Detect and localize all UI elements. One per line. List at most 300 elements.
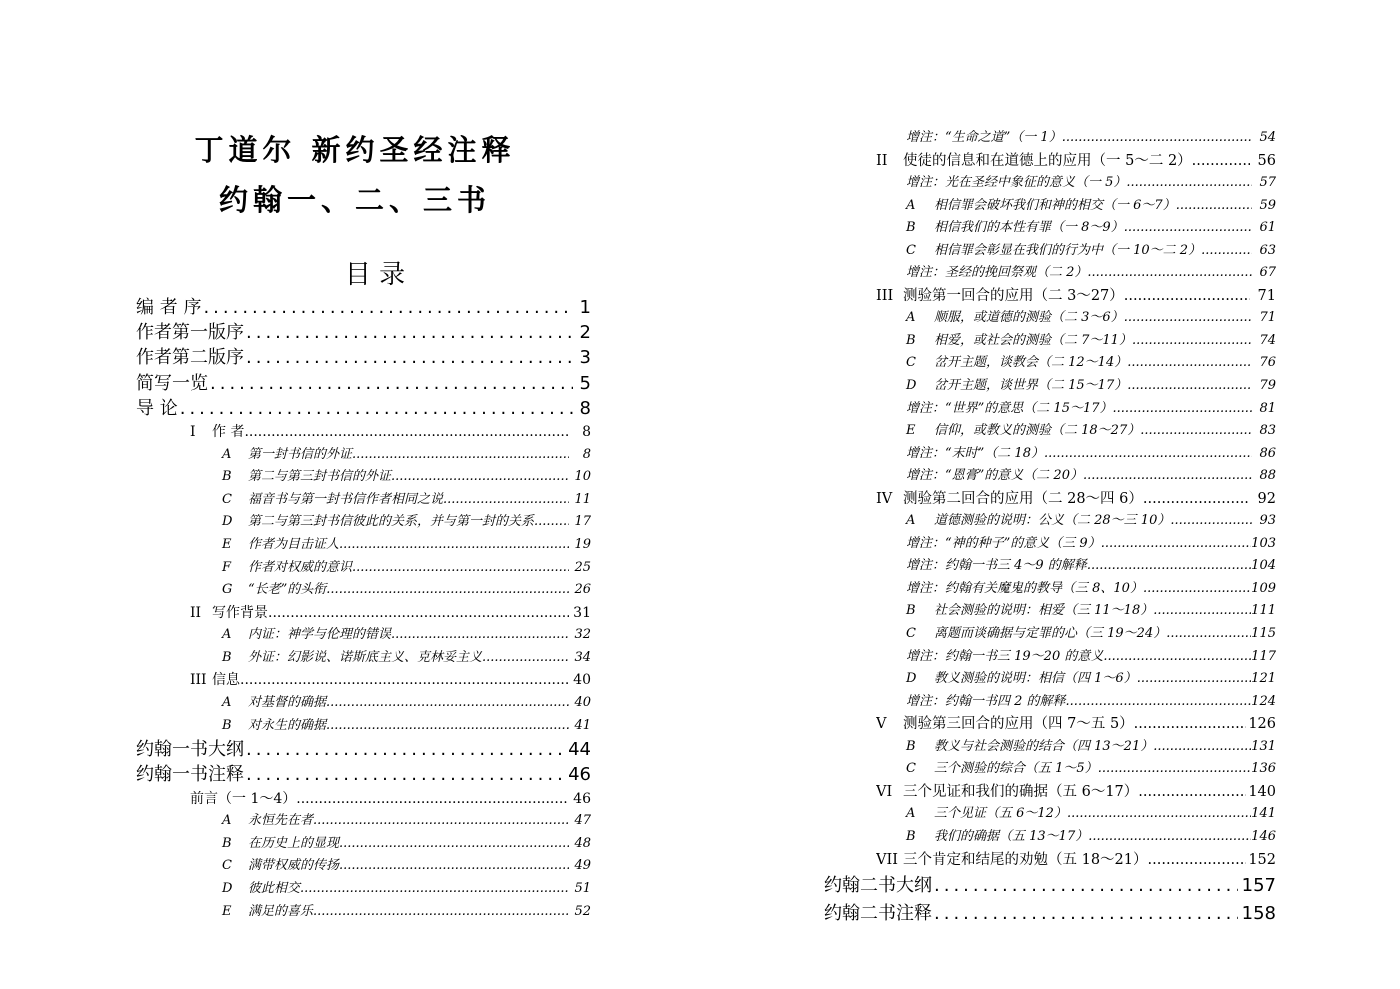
toc-page-number: 25 xyxy=(574,559,591,575)
toc-dot-leader xyxy=(246,320,573,345)
toc-entry-label-wrap xyxy=(906,398,1113,421)
toc-entry-title: 测验第三回合的应用（四 7～五 5） xyxy=(903,716,1134,733)
toc-page-number: 63 xyxy=(1259,242,1276,258)
toc-entry-label-wrap xyxy=(906,307,1124,330)
toc-entry[interactable] xyxy=(136,489,591,512)
toc-entry-label-wrap xyxy=(906,555,1087,578)
toc-entry-label-wrap xyxy=(906,195,1176,218)
toc-page-number: 71 xyxy=(1259,310,1276,326)
toc-entry-marker: II xyxy=(876,152,888,169)
book-title: 约翰一、二、三书 xyxy=(218,183,491,217)
toc-entry[interactable] xyxy=(136,579,591,602)
toc-entry[interactable] xyxy=(876,217,1276,240)
toc-entry-label-wrap xyxy=(222,647,482,670)
toc-dot-leader xyxy=(1166,623,1251,646)
toc-entry-marker: III xyxy=(876,287,894,304)
toc-entry-title: 信息 xyxy=(212,672,240,689)
toc-page-number: 152 xyxy=(1248,851,1276,868)
toc-page-number: 117 xyxy=(1251,648,1276,664)
toc-entry[interactable] xyxy=(136,737,591,762)
toc-entry-label-wrap xyxy=(136,345,244,370)
toc-dot-leader xyxy=(1137,668,1251,691)
toc-page-number: 47 xyxy=(574,813,591,829)
toc-entry-title: 增注：约翰有关魔鬼的教导（三 8、10） xyxy=(906,580,1143,596)
toc-dot-leader xyxy=(1101,533,1251,556)
toc-entry-label-wrap xyxy=(906,465,1083,488)
toc-entry[interactable] xyxy=(876,758,1276,781)
toc-entry-title: 相信我们的本性有罪（一 8～9） xyxy=(934,220,1124,236)
toc-entry[interactable] xyxy=(876,398,1276,421)
toc-entry-label-wrap xyxy=(190,669,240,692)
toc-entry[interactable] xyxy=(136,511,591,534)
toc-entry[interactable] xyxy=(876,443,1276,466)
toc-entry-title: 增注：光在圣经中象征的意义（一 5） xyxy=(906,175,1127,191)
toc-dot-leader xyxy=(296,788,569,811)
toc-entry[interactable] xyxy=(136,810,591,833)
toc-dot-leader xyxy=(1067,803,1251,826)
toc-entry-marker: B xyxy=(222,717,232,733)
toc-dot-leader xyxy=(1170,510,1252,533)
toc-dot-leader xyxy=(1124,217,1252,240)
toc-page-number: 146 xyxy=(1251,828,1276,844)
toc-entry-marker: A xyxy=(222,695,232,711)
toc-dot-leader xyxy=(1143,578,1251,601)
toc-entry-title: 道德测验的说明：公义（二 28～三 10） xyxy=(934,513,1171,529)
toc-page-number: 121 xyxy=(1251,671,1276,687)
toc-page-number: 76 xyxy=(1259,355,1276,371)
toc-page-number: 141 xyxy=(1251,806,1276,822)
toc-entry-label-wrap xyxy=(136,320,244,345)
toc-entry[interactable] xyxy=(876,691,1276,714)
toc-dot-leader xyxy=(1127,352,1252,375)
left-toc-list xyxy=(136,295,591,923)
toc-entry[interactable] xyxy=(876,623,1276,646)
toc-page-number: 81 xyxy=(1259,400,1276,416)
toc-entry-marker: I xyxy=(190,423,196,440)
toc-entry-label-wrap xyxy=(222,878,300,901)
toc-page-number: 111 xyxy=(1251,603,1276,619)
toc-entry-marker: B xyxy=(906,603,916,619)
toc-entry[interactable] xyxy=(136,466,591,489)
toc-entry-label-wrap xyxy=(136,762,244,787)
toc-entry[interactable] xyxy=(876,849,1276,872)
toc-entry-title: 相爱，或社会的测验（二 7～11） xyxy=(934,332,1132,348)
toc-entry[interactable] xyxy=(876,533,1276,556)
toc-entry-title: 增注：圣经的挽回祭观（二 2） xyxy=(906,265,1088,281)
toc-page-number: 49 xyxy=(574,858,591,874)
toc-entry-title: 增注：“恩膏”的意义（二 20） xyxy=(906,468,1083,484)
toc-entry-label-wrap xyxy=(136,396,178,421)
toc-entry-title: 三个见证（五 6～12） xyxy=(934,806,1067,822)
toc-entry-label-wrap xyxy=(906,533,1101,556)
toc-entry-title: 彼此相交 xyxy=(248,881,301,896)
toc-entry[interactable] xyxy=(876,668,1276,691)
toc-entry-label-wrap xyxy=(222,489,443,512)
toc-entry-marker: IV xyxy=(876,490,893,507)
toc-entry-label-wrap xyxy=(876,713,1134,736)
toc-entry-label-wrap xyxy=(222,624,391,647)
toc-entry-title: 增注：约翰一书三 4～9 的解释 xyxy=(906,558,1087,574)
toc-entry-title: 前言（一 1～4） xyxy=(190,790,297,807)
toc-entry-title: 第二与第三封书信彼此的关系，并与第一封的关系 xyxy=(248,514,535,530)
toc-entry-label-wrap xyxy=(222,466,391,489)
toc-entry[interactable] xyxy=(136,534,591,557)
toc-entry[interactable] xyxy=(876,781,1276,804)
toc-dot-leader xyxy=(391,624,569,647)
toc-entry-marker: E xyxy=(222,903,232,919)
toc-entry-label-wrap xyxy=(222,444,352,467)
toc-dot-leader xyxy=(534,511,569,534)
toc-entry-marker: C xyxy=(906,242,916,258)
toc-entry-title: 增注：“末时”（二 18） xyxy=(906,445,1044,461)
toc-entry[interactable] xyxy=(136,624,591,647)
toc-page-number: 54 xyxy=(1259,130,1276,145)
toc-entry-title: 增注：约翰一书三 19～20 的意义 xyxy=(906,648,1104,664)
toc-entry-title: 我们的确据（五 13～17） xyxy=(934,828,1089,844)
toc-page-number: 74 xyxy=(1259,332,1276,348)
toc-entry-marker: C xyxy=(222,858,232,874)
toc-dot-leader xyxy=(1153,600,1251,623)
toc-dot-leader xyxy=(1083,465,1252,488)
toc-entry-label-wrap xyxy=(222,810,313,833)
toc-entry-label-wrap xyxy=(190,788,296,811)
toc-entry-title: 教义测验的说明：相信（四 1～6） xyxy=(934,671,1137,687)
toc-entry[interactable] xyxy=(876,375,1276,398)
toc-entry-label-wrap xyxy=(222,579,326,602)
toc-entry-title: “长老”的头衔 xyxy=(248,582,327,598)
toc-entry-label-wrap xyxy=(906,217,1124,240)
toc-entry-title: 增注：“神的种子”的意义（三 9） xyxy=(906,535,1101,551)
toc-entry-label-wrap xyxy=(222,534,339,557)
toc-page-number: 67 xyxy=(1259,265,1276,281)
toc-entry[interactable] xyxy=(876,578,1276,601)
toc-entry[interactable] xyxy=(136,878,591,901)
toc-entry-title: 对基督的确据 xyxy=(248,695,327,711)
toc-entry-title: 使徒的信息和在道德上的应用（一 5～二 2） xyxy=(903,152,1192,169)
toc-page-number: 52 xyxy=(574,903,591,919)
toc-page-number: 109 xyxy=(1251,580,1276,596)
toc-entry-label-wrap xyxy=(906,803,1067,826)
toc-entry[interactable] xyxy=(876,127,1276,150)
toc-page-number: 46 xyxy=(573,790,591,807)
toc-entry-title: 约翰二书大纲 xyxy=(824,875,932,896)
toc-dot-leader xyxy=(326,715,569,738)
toc-entry[interactable] xyxy=(876,736,1276,759)
toc-dot-leader xyxy=(1062,127,1252,150)
toc-entry[interactable] xyxy=(876,510,1276,533)
toc-entry[interactable] xyxy=(136,371,591,396)
toc-entry[interactable] xyxy=(876,195,1276,218)
toc-entry-marker: C xyxy=(906,761,916,777)
toc-dot-leader xyxy=(1176,195,1252,218)
toc-page-number: 126 xyxy=(1248,716,1276,733)
toc-entry[interactable] xyxy=(136,444,591,467)
toc-entry[interactable] xyxy=(136,320,591,345)
toc-entry-title: 第二与第三封书信的外证 xyxy=(248,469,392,485)
toc-dot-leader xyxy=(1044,443,1252,466)
toc-page-number: 136 xyxy=(1251,761,1276,777)
toc-entry-label-wrap xyxy=(906,646,1103,669)
toc-entry-title: 对永生的确据 xyxy=(248,717,327,733)
toc-entry-title: 作者对权威的意识 xyxy=(248,559,353,575)
toc-entry-title: 写作背景 xyxy=(212,604,268,621)
toc-entry-title: 永恒先在者 xyxy=(248,813,314,829)
toc-entry-label-wrap xyxy=(190,602,268,625)
toc-entry[interactable] xyxy=(876,555,1276,578)
toc-entry[interactable] xyxy=(876,352,1276,375)
toc-entry-marker: B xyxy=(906,220,916,236)
toc-entry-title: 第一封书信的外证 xyxy=(248,446,353,462)
toc-entry[interactable] xyxy=(876,465,1276,488)
toc-entry-marker: A xyxy=(906,513,916,529)
toc-entry-label-wrap xyxy=(906,736,1153,759)
toc-entry[interactable] xyxy=(136,669,591,692)
toc-entry-marker: B xyxy=(906,738,916,754)
toc-entry[interactable] xyxy=(876,803,1276,826)
toc-page-number: 140 xyxy=(1248,783,1276,800)
toc-entry-marker: B xyxy=(906,828,916,844)
toc-entry-title: 满带权威的传扬 xyxy=(248,858,340,874)
toc-dot-leader xyxy=(326,692,569,715)
toc-entry[interactable] xyxy=(876,150,1276,173)
toc-page-number: 40 xyxy=(574,695,591,711)
toc-entry-marker: C xyxy=(906,355,916,371)
toc-entry-title: 顺服，或道德的测验（二 3～6） xyxy=(934,310,1124,326)
toc-entry-label-wrap xyxy=(136,737,244,762)
toc-dot-leader xyxy=(934,900,1238,928)
toc-dot-leader xyxy=(1127,375,1252,398)
toc-page-number: 8 xyxy=(582,446,591,462)
toc-entry[interactable] xyxy=(136,396,591,421)
toc-entry-label-wrap xyxy=(190,421,244,444)
toc-entry[interactable] xyxy=(136,692,591,715)
toc-entry-marker: G xyxy=(222,582,233,598)
toc-entry[interactable] xyxy=(136,602,591,625)
toc-dot-leader xyxy=(1192,150,1250,173)
toc-dot-leader xyxy=(1124,285,1250,308)
toc-entry-marker: C xyxy=(222,491,232,507)
toc-entry[interactable] xyxy=(136,421,591,444)
toc-dot-leader xyxy=(268,602,569,625)
toc-entry-label-wrap xyxy=(906,668,1137,691)
toc-entry-title: 三个肯定和结尾的劝勉（五 18～21） xyxy=(903,851,1148,868)
toc-dot-leader xyxy=(1066,691,1252,714)
toc-page-number: 103 xyxy=(1251,535,1276,551)
toc-entry-label-wrap xyxy=(906,375,1127,398)
toc-entry[interactable] xyxy=(136,295,591,320)
toc-entry[interactable] xyxy=(876,713,1276,736)
toc-entry[interactable] xyxy=(876,262,1276,285)
toc-entry-marker: A xyxy=(222,446,232,462)
toc-dot-leader xyxy=(352,557,569,580)
toc-dot-leader xyxy=(1148,849,1247,872)
toc-entry-label-wrap xyxy=(222,833,339,856)
toc-page-number: 40 xyxy=(573,672,591,689)
toc-dot-leader xyxy=(1103,646,1251,669)
toc-page-number: 8 xyxy=(579,397,591,419)
toc-entry-title: 三个见证和我们的确据（五 6～17） xyxy=(903,783,1139,800)
toc-page-number: 10 xyxy=(574,469,591,485)
toc-page-number: 93 xyxy=(1259,513,1276,529)
toc-entry[interactable] xyxy=(136,647,591,670)
toc-page-number: 31 xyxy=(573,604,591,621)
toc-dot-leader xyxy=(203,295,573,320)
toc-page-number: 115 xyxy=(1251,626,1276,642)
toc-entry[interactable] xyxy=(136,788,591,811)
toc-entry-title: 相信罪会彰显在我们的行为中（一 10～二 2） xyxy=(934,242,1202,258)
toc-entry[interactable] xyxy=(136,833,591,856)
toc-entry-label-wrap xyxy=(136,295,201,320)
toc-entry[interactable] xyxy=(136,557,591,580)
toc-entry-title: 福音书与第一封书信作者相同之说 xyxy=(248,491,444,507)
toc-entry-marker: A xyxy=(906,197,916,213)
toc-entry-title: 社会测验的说明：相爱（三 11～18） xyxy=(934,603,1154,619)
toc-page-number: 158 xyxy=(1241,903,1276,924)
toc-entry-label-wrap xyxy=(906,420,1140,443)
toc-dot-leader xyxy=(391,466,569,489)
right-toc-list xyxy=(876,127,1276,871)
toc-dot-leader xyxy=(1153,736,1251,759)
toc-entry-label-wrap xyxy=(906,443,1044,466)
toc-entry[interactable] xyxy=(876,646,1276,669)
toc-entry[interactable] xyxy=(876,240,1276,263)
toc-entry-title: 约翰一书注释 xyxy=(136,764,244,786)
toc-page-number: 51 xyxy=(574,881,591,896)
toc-entry[interactable] xyxy=(136,855,591,878)
toc-dot-leader xyxy=(482,647,569,670)
toc-entry-marker: D xyxy=(222,881,233,896)
toc-dot-leader xyxy=(326,579,569,602)
toc-page-number: 32 xyxy=(574,627,591,643)
toc-entry-label-wrap xyxy=(906,330,1132,353)
toc-entry-label-wrap xyxy=(824,872,932,900)
toc-page-number: 83 xyxy=(1259,423,1276,439)
toc-page-number: 104 xyxy=(1251,558,1276,574)
toc-page-number: 46 xyxy=(568,764,591,786)
toc-page-number: 92 xyxy=(1257,490,1276,507)
toc-entry-marker: III xyxy=(190,672,207,689)
toc-page-number: 17 xyxy=(574,514,591,530)
toc-page-number: 79 xyxy=(1259,378,1276,394)
toc-entry-marker: B xyxy=(906,332,916,348)
toc-entry-title: 外证：幻影说、诺斯底主义、克林妥主义 xyxy=(248,649,483,665)
toc-entry-title: 离题而谈确据与定罪的心（三 19～24） xyxy=(934,626,1167,642)
toc-entry-marker: D xyxy=(906,671,917,687)
toc-dot-leader xyxy=(443,489,569,512)
toc-page-number: 1 xyxy=(579,297,591,318)
toc-entry-title: 岔开主题，谈教会（二 12～14） xyxy=(934,355,1128,371)
toc-entry[interactable] xyxy=(136,762,591,787)
toc-page-number: 5 xyxy=(579,372,591,394)
toc-page-number: 44 xyxy=(568,739,591,761)
toc-entry-label-wrap xyxy=(876,781,1138,804)
toc-entry-title: 满足的喜乐 xyxy=(248,903,314,919)
toc-entry[interactable] xyxy=(876,826,1276,849)
toc-entry-marker: B xyxy=(222,835,232,851)
toc-entry-title: 导 论 xyxy=(136,397,178,419)
toc-entry-marker: E xyxy=(222,536,232,552)
toc-page-number: 56 xyxy=(1257,152,1276,169)
toc-entry-label-wrap xyxy=(906,600,1153,623)
toc-page-number: 48 xyxy=(574,835,591,851)
toc-entry[interactable] xyxy=(136,901,591,924)
right-page xyxy=(700,0,1400,989)
toc-entry-title: 增注：“生命之道”（一 1） xyxy=(906,130,1062,145)
toc-entry-label-wrap xyxy=(906,172,1126,195)
toc-entry-title: 内证：神学与伦理的错误 xyxy=(248,627,392,643)
toc-entry-marker: A xyxy=(222,627,232,643)
toc-entry-marker: E xyxy=(906,423,916,439)
toc-page-number: 57 xyxy=(1259,175,1276,191)
toc-entry-title: 作者第二版序 xyxy=(136,347,244,369)
toc-entry-marker: VI xyxy=(876,783,893,800)
toc-entry-label-wrap xyxy=(222,511,534,534)
toc-entry-title: 作 者 xyxy=(212,423,245,440)
toc-dot-leader xyxy=(1143,488,1250,511)
toc-entry-label-wrap xyxy=(876,849,1148,872)
toc-entry-marker: D xyxy=(222,514,233,530)
toc-dot-leader xyxy=(246,345,573,370)
toc-entry-title: 测验第二回合的应用（二 28～四 6） xyxy=(903,490,1143,507)
toc-page-number: 3 xyxy=(579,347,591,369)
toc-entry-marker: VII xyxy=(876,851,898,868)
toc-dot-leader xyxy=(300,878,569,901)
toc-entry-label-wrap xyxy=(222,692,326,715)
toc-entry-marker: F xyxy=(222,559,232,575)
toc-page-number: 157 xyxy=(1241,875,1276,896)
toc-entry-label-wrap xyxy=(222,901,313,924)
book-series-title: 丁道尔 新约圣经注释 xyxy=(194,133,516,167)
toc-page-number: 71 xyxy=(1257,287,1276,304)
toc-dot-leader xyxy=(1088,826,1251,849)
toc-entry[interactable] xyxy=(876,600,1276,623)
toc-page-number: 41 xyxy=(574,717,591,733)
toc-dot-leader xyxy=(244,421,569,444)
toc-entry-label-wrap xyxy=(876,285,1124,308)
toc-heading: 目 录 xyxy=(344,260,406,290)
toc-entry[interactable] xyxy=(824,872,1276,900)
right-toc-bottom-list xyxy=(824,872,1276,928)
toc-entry[interactable] xyxy=(136,345,591,370)
toc-entry-marker: B xyxy=(222,469,232,485)
toc-page-number: 19 xyxy=(574,536,591,552)
toc-entry-title: 简写一览 xyxy=(136,372,208,394)
toc-entry[interactable] xyxy=(876,330,1276,353)
toc-dot-leader xyxy=(1126,172,1252,195)
toc-entry-title: 增注：约翰一书四 2 的解释 xyxy=(906,693,1066,709)
toc-page-number: 88 xyxy=(1259,468,1276,484)
toc-page-number: 11 xyxy=(574,491,591,507)
toc-entry[interactable] xyxy=(876,285,1276,308)
toc-entry[interactable] xyxy=(824,900,1276,928)
toc-entry-label-wrap xyxy=(906,262,1087,285)
toc-entry-label-wrap xyxy=(222,855,339,878)
toc-dot-leader xyxy=(339,833,569,856)
toc-dot-leader xyxy=(934,872,1238,900)
toc-entry[interactable] xyxy=(876,172,1276,195)
toc-entry[interactable] xyxy=(876,307,1276,330)
toc-entry-marker: A xyxy=(906,310,916,326)
toc-entry-label-wrap xyxy=(906,691,1066,714)
toc-dot-leader xyxy=(1201,240,1252,263)
toc-entry-title: 测验第一回合的应用（二 3～27） xyxy=(903,287,1124,304)
toc-entry[interactable] xyxy=(876,488,1276,511)
toc-entry-title: 约翰二书注释 xyxy=(824,903,932,924)
toc-entry[interactable] xyxy=(876,420,1276,443)
toc-entry-title: 作者为目击证人 xyxy=(248,536,340,552)
toc-entry[interactable] xyxy=(136,715,591,738)
toc-entry-title: 编 者 序 xyxy=(136,297,202,318)
